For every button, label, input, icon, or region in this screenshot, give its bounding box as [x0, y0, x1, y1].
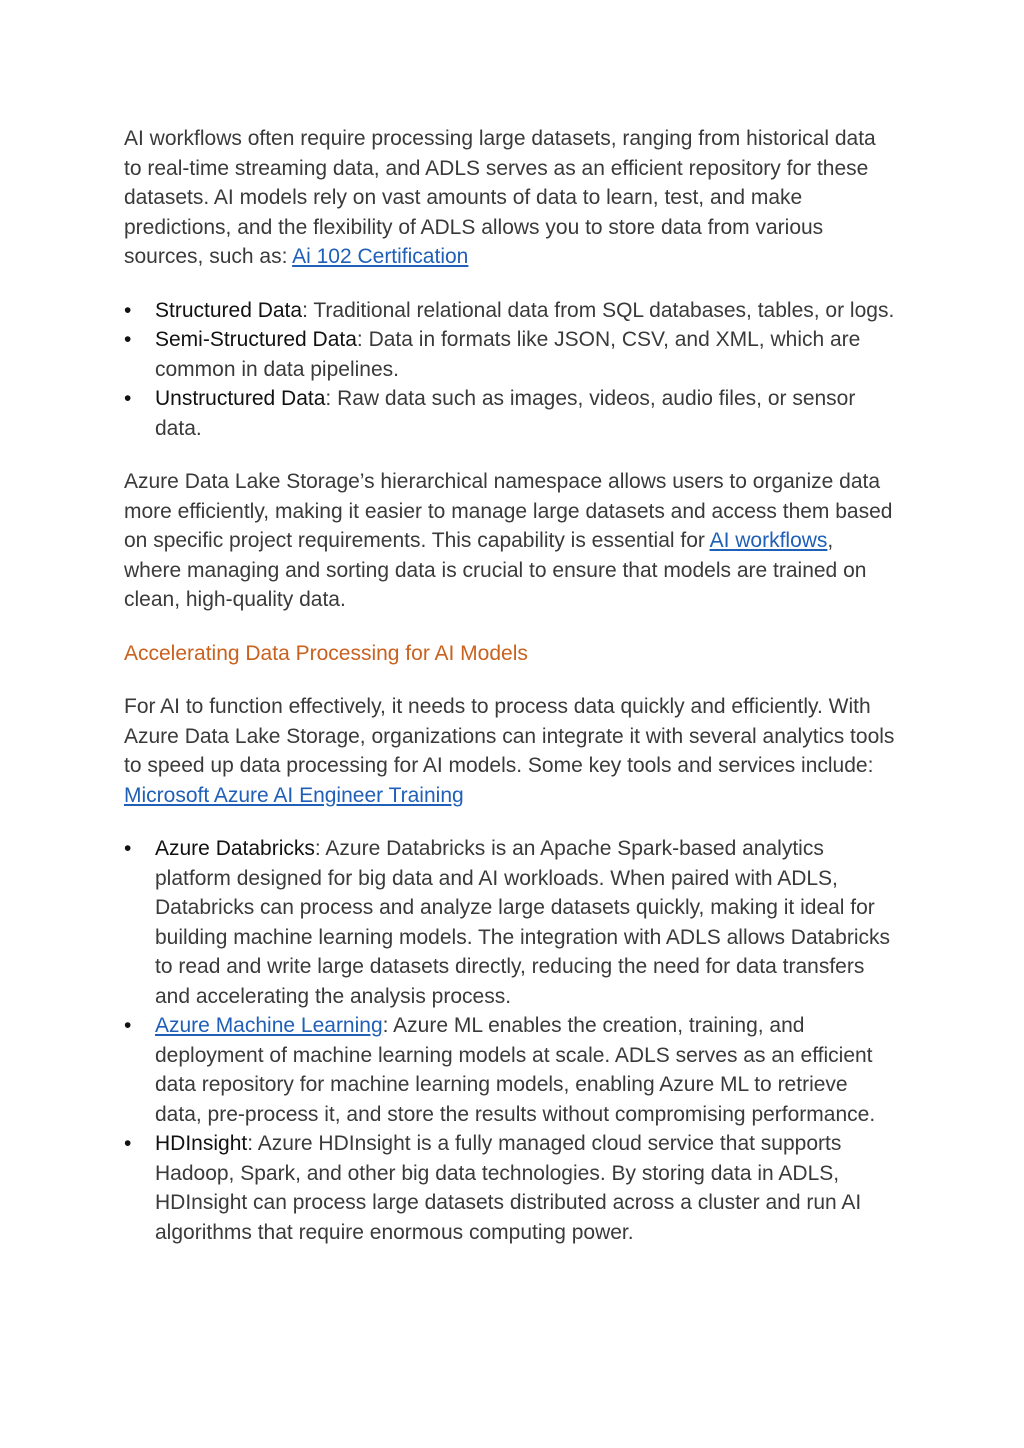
list-item — [124, 1129, 896, 1247]
data-types-list — [124, 296, 896, 444]
list-item-term: HDInsight — [155, 1132, 248, 1155]
bullet-icon: • — [124, 387, 132, 410]
intro-text: AI workflows often require processing large datasets, ranging from historical data to real-time streaming data, and ADLS serves as an efficient repository for these datasets. AI models rely on vast amounts of data to learn, test, and make predictions, and the flexibility of ADLS allows you to store data from various sources, such as: — [124, 127, 876, 268]
list-item-description: : Azure HDInsight is a fully managed cloud service that supports Hadoop, Spark, and other big data technologies. By storing data in ADLS, HDInsight can process large datasets distributed across a cluster and run AI algorithms that require enormous computing power. — [155, 1132, 862, 1244]
list-item-term: Azure Databricks — [155, 837, 315, 860]
list-item — [124, 384, 896, 443]
bullet-icon: • — [124, 837, 132, 860]
bullet-icon: • — [124, 1014, 132, 1037]
bullet-icon: • — [124, 298, 132, 322]
intro-paragraph — [124, 124, 896, 272]
section-heading: Accelerating Data Processing for AI Models — [124, 641, 528, 665]
list-item-term: Semi-Structured Data — [155, 328, 357, 351]
azure-ai-engineer-training-link[interactable]: Microsoft Azure AI Engineer Training — [124, 783, 464, 807]
bullet-icon: • — [124, 328, 132, 351]
processing-text: For AI to function effectively, it needs to process data quickly and efficiently. With Azure Data Lake Storage, organizations can integrate it with several analytics tools to speed up data processing for AI models. Some key tools and services include: — [124, 695, 895, 777]
list-item-term: Unstructured Data — [155, 387, 326, 410]
azure-machine-learning-link[interactable]: Azure Machine Learning — [155, 1014, 383, 1037]
list-item-description: : Azure ML enables the creation, training, and deployment of machine learning models at scale. ADLS serves as an efficient data repository for machine learning models, enabling Azure ML to retrieve data, pre-process it, and store the results without compromising performance. — [155, 1014, 876, 1126]
list-item-description: : Data in formats like JSON, CSV, and XML, which are common in data pipelines. — [155, 328, 861, 381]
namespace-paragraph — [124, 467, 896, 615]
bullet-icon: • — [124, 1132, 132, 1155]
namespace-text-before: Azure Data Lake Storage’s hierarchical namespace allows users to organize data more efficiently, making it easier to manage large datasets and access them based on specific project requirements. This capability is essential for — [124, 470, 893, 552]
document-page — [124, 124, 896, 1271]
list-item — [124, 296, 896, 326]
processing-paragraph — [124, 692, 896, 810]
ai-102-certification-link[interactable]: Ai 102 Certification — [292, 245, 469, 268]
list-item — [124, 325, 896, 384]
ai-workflows-link[interactable]: AI workflows — [709, 529, 828, 552]
list-item-term: Structured Data — [155, 298, 303, 322]
list-item-description: : Raw data such as images, videos, audio files, or sensor data. — [155, 387, 856, 440]
tools-list — [124, 834, 896, 1247]
list-item-description: : Traditional relational data from SQL databases, tables, or logs. — [302, 298, 895, 322]
list-item-description: : Azure Databricks is an Apache Spark-based analytics platform designed for big data and AI workloads. When paired with ADLS, Databricks can process and analyze large datasets quickly, making it ideal for building machine learning models. The integration with ADLS allows Databricks to read and write large datasets directly, reducing the need for data transfers and accelerating the analysis process. — [155, 837, 890, 1008]
list-item — [124, 834, 896, 1011]
namespace-text-after: , where managing and sorting data is crucial to ensure that models are trained on clean, high-quality data. — [124, 529, 867, 611]
list-item — [124, 1011, 896, 1129]
